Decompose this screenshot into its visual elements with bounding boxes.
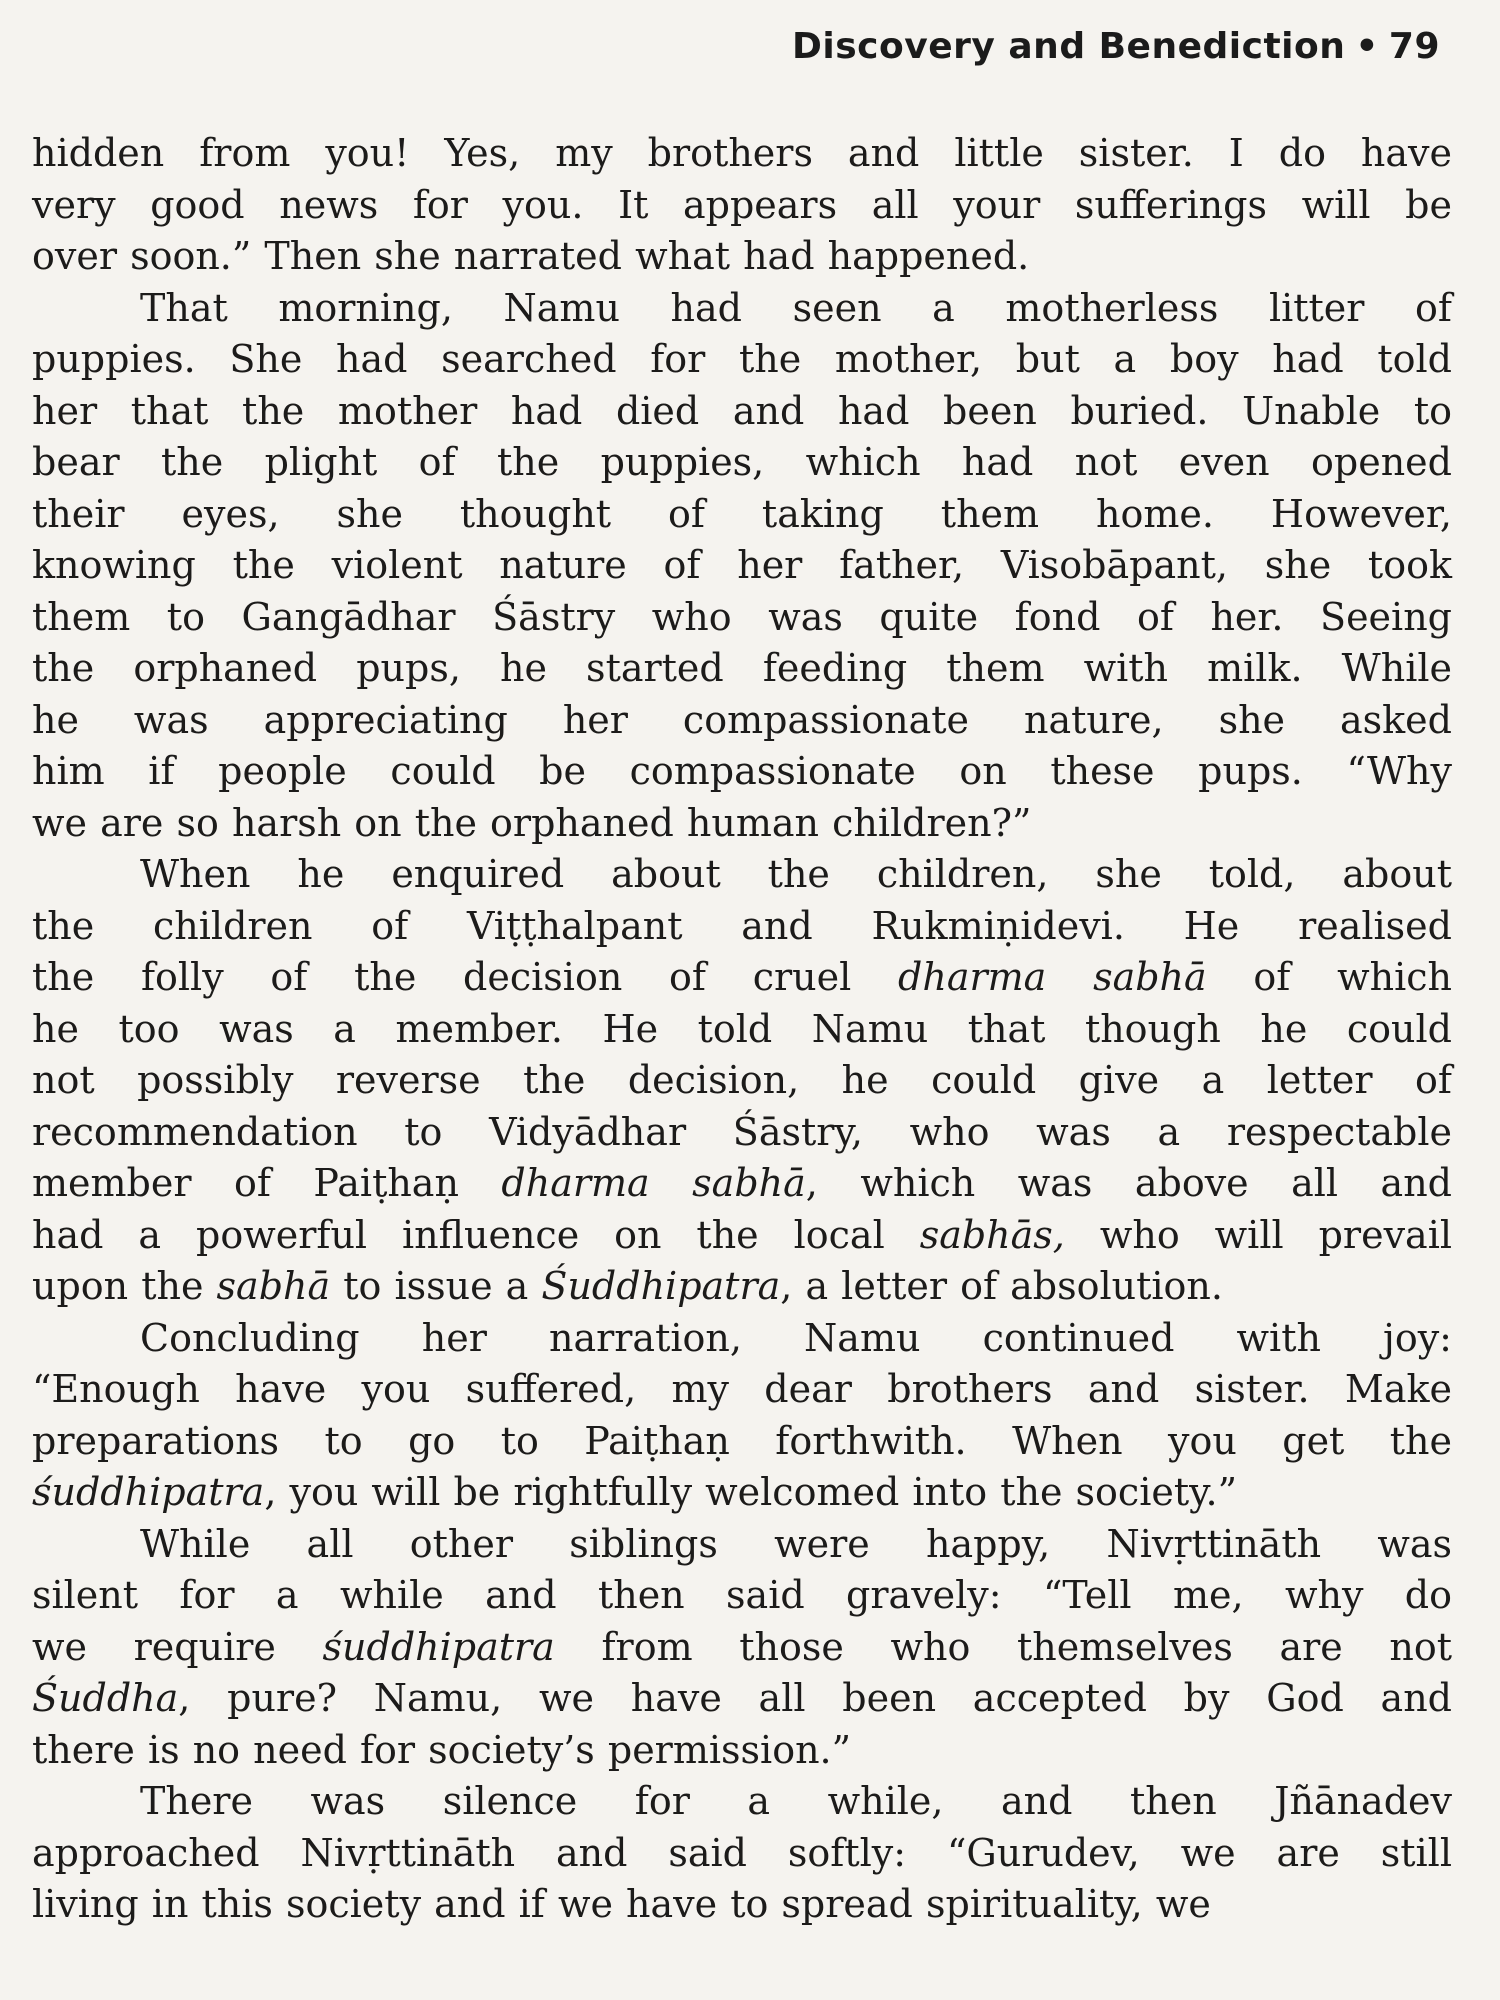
text-run: he too was a member. He told Namu that though he could [32, 1006, 1452, 1051]
text-run: , a letter of absolution. [780, 1264, 1223, 1308]
text-line [32, 437, 1452, 489]
text-run: the orphaned pups, he started feeding them with milk. While [32, 646, 1452, 690]
text-line [32, 643, 1452, 695]
text-line [32, 180, 1452, 232]
text-run: there is no need for society’s permission.” [32, 1727, 852, 1772]
text-line [32, 1364, 1452, 1416]
italic-term: śuddhipatra [322, 1624, 555, 1669]
text-run: , pure? Namu, we have all been accepted by God and [178, 1676, 1452, 1720]
text-line [32, 1004, 1452, 1056]
text-line [32, 128, 1452, 180]
text-line [32, 1673, 1452, 1725]
italic-term: sabhās, [919, 1212, 1065, 1257]
text-line [32, 1879, 1452, 1931]
text-run: him if people could be compassionate on these pups. “Why [32, 749, 1452, 793]
text-line [32, 1107, 1452, 1159]
page-number: 79 [1388, 26, 1440, 67]
header-separator: • [1355, 26, 1379, 67]
chapter-title: Discovery and Benediction [792, 26, 1346, 67]
text-run: “Enough have you suffered, my dear brothers and sister. Make [32, 1367, 1452, 1411]
text-run: who will prevail [1064, 1212, 1452, 1257]
text-line [32, 798, 1452, 850]
text-line [32, 334, 1452, 386]
running-header [792, 26, 1440, 67]
text-line [32, 849, 1452, 901]
text-line [32, 1416, 1452, 1468]
text-run: approached Nivṛttināth and said softly: “Gurudev, we are still [32, 1830, 1452, 1875]
text-run: had a powerful influence on the local [32, 1212, 920, 1257]
text-line [32, 901, 1452, 953]
text-run: That morning, Namu had seen a motherless litter of [140, 285, 1452, 330]
text-run: her that the mother had died and had been buried. Unable to [32, 388, 1452, 433]
body-text [32, 128, 1452, 1931]
paragraph [32, 128, 1452, 283]
text-run: preparations to go to Paiṭhaṇ forthwith. When you get the [32, 1418, 1452, 1463]
text-run: bear the plight of the puppies, which had not even opened [32, 440, 1452, 484]
text-run: we require [32, 1624, 323, 1669]
text-run: of which [1206, 955, 1453, 999]
text-line [32, 283, 1452, 335]
text-line [32, 1570, 1452, 1622]
text-run: the folly of the decision of cruel [32, 955, 899, 999]
text-run: their eyes, she thought of taking them home. However, [32, 491, 1452, 536]
text-run: from those who themselves are not [554, 1624, 1452, 1669]
text-line [32, 1313, 1452, 1365]
paragraph [32, 1313, 1452, 1519]
text-run: There was silence for a while, and then Jñānadev [140, 1779, 1452, 1823]
text-run: the children of Viṭṭhalpant and Rukmiṇidevi. He realised [32, 903, 1452, 948]
text-line [32, 952, 1452, 1004]
italic-term: dharma sabhā [501, 1161, 806, 1205]
text-line [32, 1828, 1452, 1880]
paragraph [32, 1776, 1452, 1931]
text-line [32, 1776, 1452, 1828]
text-run: we are so harsh on the orphaned human children?” [32, 800, 1032, 845]
text-line [32, 1261, 1452, 1313]
text-run: very good news for you. It appears all your sufferings will be [32, 182, 1452, 227]
text-run: silent for a while and then said gravely: “Tell me, why do [32, 1573, 1452, 1617]
text-line [32, 1467, 1452, 1519]
text-line [32, 1055, 1452, 1107]
text-run: Concluding her narration, Namu continued with joy: [140, 1315, 1452, 1360]
text-run: member of Paiṭhaṇ [32, 1161, 502, 1205]
text-line [32, 695, 1452, 747]
text-line [32, 1158, 1452, 1210]
italic-term: dharma sabhā [898, 955, 1207, 999]
text-line [32, 592, 1452, 644]
text-run: knowing the violent nature of her father, Visobāpant, she took [32, 543, 1452, 587]
text-run: not possibly reverse the decision, he could give a letter of [32, 1058, 1452, 1102]
paragraph [32, 1519, 1452, 1777]
text-run: to issue a [330, 1264, 542, 1308]
text-line [32, 540, 1452, 592]
text-line [32, 1725, 1452, 1777]
paragraph [32, 849, 1452, 1313]
text-run: living in this society and if we have to spread spirituality, we [32, 1882, 1211, 1926]
text-line [32, 231, 1452, 283]
italic-term: Śuddha [32, 1676, 179, 1720]
text-line [32, 746, 1452, 798]
italic-term: śuddhipatra [32, 1470, 265, 1514]
text-run: he was appreciating her compassionate nature, she asked [32, 697, 1452, 742]
text-run: While all other siblings were happy, Nivṛttināth was [140, 1521, 1452, 1566]
text-run: , which was above all and [805, 1161, 1453, 1205]
text-run: puppies. She had searched for the mother, but a boy had told [32, 337, 1452, 381]
text-run: recommendation to Vidyādhar Śāstry, who was a respectable [32, 1109, 1452, 1154]
text-run: When he enquired about the children, she told, about [140, 852, 1452, 896]
text-line [32, 1519, 1452, 1571]
italic-term: sabhā [216, 1264, 331, 1308]
text-line [32, 489, 1452, 541]
text-run: , you will be rightfully welcomed into the society.” [264, 1470, 1238, 1514]
text-run: upon the [32, 1264, 217, 1308]
text-line [32, 386, 1452, 438]
paragraph [32, 283, 1452, 850]
text-run: them to Gangādhar Śāstry who was quite fond of her. Seeing [32, 594, 1452, 639]
text-line [32, 1210, 1452, 1262]
italic-term: Śuddhipatra [541, 1264, 781, 1308]
text-run: hidden from you! Yes, my brothers and little sister. I do have [32, 131, 1452, 175]
text-line [32, 1622, 1452, 1674]
text-run: over soon.” Then she narrated what had happened. [32, 234, 1030, 278]
